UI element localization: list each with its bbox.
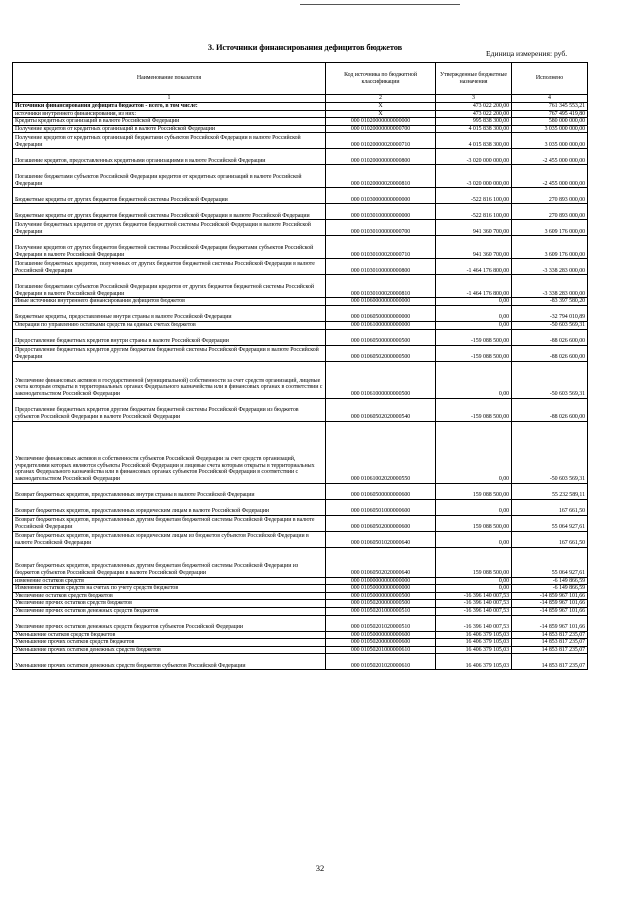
row-source-code: 000 01060502020000540 [326, 398, 436, 421]
row-executed: 55 064 927,61 [512, 515, 588, 531]
table-row [13, 345, 588, 361]
row-name: Уменьшение прочих остатков денежных средств бюджетов субъектов Российской Федерации [13, 654, 326, 670]
table-row [13, 110, 588, 118]
row-name: Предоставление бюджетных кредитов внутри страны в валюте Российской Федерации [13, 329, 326, 345]
row-executed: -6 149 866,59 [512, 585, 588, 593]
row-executed: 167 661,50 [512, 531, 588, 547]
financing-sources-table [12, 62, 588, 670]
table-row [13, 421, 588, 483]
row-approved: -16 396 140 007,53 [436, 615, 512, 631]
row-executed: 767 495 419,80 [512, 110, 588, 118]
row-source-code: 000 01060502000000500 [326, 345, 436, 361]
row-executed: -14 859 967 101,66 [512, 615, 588, 631]
row-executed: 14 853 817 235,07 [512, 631, 588, 639]
row-approved: 159 088 500,00 [436, 515, 512, 531]
table-row [13, 220, 588, 236]
table-row [13, 607, 588, 615]
table-row [13, 236, 588, 259]
header-executed: Исполнено [512, 63, 588, 95]
row-executed: -2 455 000 000,00 [512, 165, 588, 188]
row-approved: 0,00 [436, 298, 512, 306]
row-approved: 0,00 [436, 361, 512, 398]
row-name: Уменьшение прочих остатков средств бюджетов [13, 639, 326, 647]
row-name: изменение остатков средств [13, 577, 326, 585]
row-source-code: 000 01060501020000640 [326, 531, 436, 547]
table-row [13, 615, 588, 631]
row-source-code: 000 01061000000000500 [326, 361, 436, 398]
row-name: Операции по управлению остатками средств на единых счетах бюджетов [13, 321, 326, 329]
row-executed: -2 455 000 000,00 [512, 149, 588, 165]
table-row [13, 149, 588, 165]
row-source-code: 000 01020000020000710 [326, 133, 436, 149]
row-source-code: 000 01060502020000640 [326, 547, 436, 577]
row-approved: 941 360 700,00 [436, 220, 512, 236]
row-name: Бюджетные кредиты от других бюджетов бюджетной системы Российской Федерации в валюте Российской Федерации [13, 204, 326, 220]
row-approved: -159 088 500,00 [436, 329, 512, 345]
column-number: 1 [13, 95, 326, 103]
table-row [13, 165, 588, 188]
row-executed: 14 853 817 235,07 [512, 646, 588, 654]
row-executed: 270 893 000,00 [512, 188, 588, 204]
row-name: Погашение бюджетных кредитов, полученных от других бюджетов бюджетной системы Российской Федерации в валюте Российской Федерации [13, 259, 326, 275]
row-approved: -1 464 176 800,00 [436, 259, 512, 275]
row-source-code: 000 01020000000000000 [326, 118, 436, 126]
row-source-code: 000 01020000000000700 [326, 125, 436, 133]
row-approved: 0,00 [436, 577, 512, 585]
row-source-code: 000 01030100020000810 [326, 275, 436, 298]
row-approved: 0,00 [436, 421, 512, 483]
row-approved: 0,00 [436, 305, 512, 321]
row-approved: -3 020 000 000,00 [436, 165, 512, 188]
row-source-code: 000 01050201000000510 [326, 607, 436, 615]
table-row [13, 259, 588, 275]
row-executed: 14 853 817 235,07 [512, 654, 588, 670]
row-name: Бюджетные кредиты от других бюджетов бюджетной системы Российской Федерации [13, 188, 326, 204]
row-source-code: 000 01050000000000500 [326, 592, 436, 600]
table-row [13, 592, 588, 600]
row-source-code: 000 01020000020000810 [326, 165, 436, 188]
table-row [13, 631, 588, 639]
row-executed: -50 603 569,31 [512, 421, 588, 483]
table-row [13, 600, 588, 608]
table-row [13, 515, 588, 531]
row-source-code: 000 01020000000000800 [326, 149, 436, 165]
row-source-code: 000 01030100020000710 [326, 236, 436, 259]
row-executed: -88 026 600,00 [512, 398, 588, 421]
row-source-code: 000 01061002020000550 [326, 421, 436, 483]
row-executed: 270 893 000,00 [512, 204, 588, 220]
row-name: Увеличение финансовых активов в государственной (муниципальной) собственности за счет средств организаций, лицевые счета которым открыты в территориальных органах Федерального казначейства или в финансовых органах в соответствии с законодательством Российской Федерации [13, 361, 326, 398]
row-source-code: 000 01030100000000700 [326, 220, 436, 236]
row-approved: 995 838 300,00 [436, 118, 512, 126]
table-row [13, 483, 588, 499]
row-source-code: 000 01050201020000610 [326, 654, 436, 670]
row-source-code: 000 01050200000000600 [326, 639, 436, 647]
row-source-code: 000 01000000000000000 [326, 577, 436, 585]
row-executed: -88 026 600,00 [512, 329, 588, 345]
row-approved: 4 015 838 300,00 [436, 125, 512, 133]
row-name: Получение бюджетных кредитов от других бюджетов бюджетной системы Российской Федерации в валюте Российской Федерации [13, 220, 326, 236]
table-row [13, 361, 588, 398]
row-source-code: 000 01060502000000600 [326, 515, 436, 531]
row-approved: 473 022 200,00 [436, 103, 512, 111]
scan-edge-line [300, 4, 460, 5]
table-row [13, 577, 588, 585]
row-approved: 0,00 [436, 531, 512, 547]
page-number: 32 [315, 863, 325, 873]
row-name: Получение кредитов от кредитных организаций в валюте Российской Федерации [13, 125, 326, 133]
row-approved: 0,00 [436, 499, 512, 515]
row-name: Предоставление бюджетных кредитов другим бюджетам бюджетной системы Российской Федерации из бюджетов субъектов Российской Федерации в валюте Российской Федерации [13, 398, 326, 421]
page-title: 3. Источники финансирования дефицитов бюджетов [207, 43, 403, 52]
row-name: Получение кредитов от кредитных организаций бюджетами субъектов Российской Федерации в валюте Российской Федерации [13, 133, 326, 149]
column-number: 2 [326, 95, 436, 103]
row-name: Иные источники внутреннего финансирования дефицитов бюджетов [13, 298, 326, 306]
row-executed: 14 853 817 235,07 [512, 639, 588, 647]
table-row [13, 531, 588, 547]
row-source-code: 000 01061000000000000 [326, 321, 436, 329]
row-approved: -3 020 000 000,00 [436, 149, 512, 165]
row-approved: 941 360 700,00 [436, 236, 512, 259]
table-row [13, 499, 588, 515]
row-source-code: 000 01060501000000600 [326, 499, 436, 515]
table-row [13, 305, 588, 321]
row-source-code: 000 01060500000000500 [326, 329, 436, 345]
row-approved: -1 464 176 800,00 [436, 275, 512, 298]
column-number: 3 [436, 95, 512, 103]
row-executed: 3 609 176 000,00 [512, 220, 588, 236]
row-source-code: 000 01060500000000600 [326, 483, 436, 499]
table-row [13, 298, 588, 306]
row-name: Получение кредитов от других бюджетов бюджетной системы Российской Федерации бюджетами субъектов Российской Федерации в валюте Российской Федерации [13, 236, 326, 259]
row-source-code: 000 01050200000000500 [326, 600, 436, 608]
row-name: Бюджетные кредиты, предоставленные внутри страны в валюте Российской Федерации [13, 305, 326, 321]
row-executed: -32 794 010,89 [512, 305, 588, 321]
table-row [13, 103, 588, 111]
row-approved: 16 406 379 105,03 [436, 646, 512, 654]
table-row [13, 646, 588, 654]
row-name: Возврат бюджетных кредитов, предоставленных внутри страны в валюте Российской Федерации [13, 483, 326, 499]
row-source-code: 000 01030100000000800 [326, 259, 436, 275]
row-source-code: 000 01060000000000000 [326, 298, 436, 306]
row-approved: 0,00 [436, 321, 512, 329]
row-executed: 3 035 000 000,00 [512, 133, 588, 149]
row-approved: -16 396 140 007,53 [436, 607, 512, 615]
table-row [13, 204, 588, 220]
table-row [13, 133, 588, 149]
row-executed: -14 859 967 101,66 [512, 592, 588, 600]
column-number: 4 [512, 95, 588, 103]
row-executed: -3 338 283 000,00 [512, 259, 588, 275]
row-name: Увеличение финансовых активов в собственности субъектов Российской Федерации за счет средств организаций, учредителями которых являются субъекты Российской Федерации и лицевые счета которым открыты в территориальных органах Федерального казначейства или в финансовых органах субъектов Российской Федерации в соответствии с законодательством Российской Федерации [13, 421, 326, 483]
row-source-code: 000 01050000000000000 [326, 585, 436, 593]
row-approved: -16 396 140 007,53 [436, 592, 512, 600]
row-name: Возврат бюджетных кредитов, предоставленных юридическим лицам из бюджетов субъектов Российской Федерации в валюте Российской Федерации [13, 531, 326, 547]
row-executed: -50 603 569,31 [512, 321, 588, 329]
column-numbers-row [13, 95, 588, 103]
row-executed: 3 035 000 000,00 [512, 125, 588, 133]
row-executed: 761 345 553,21 [512, 103, 588, 111]
header-source-code: Код источника по бюджетной классификации [326, 63, 436, 95]
row-source-code: X [326, 110, 436, 118]
table-header-row [13, 63, 588, 95]
row-executed: -50 603 569,31 [512, 361, 588, 398]
row-name: источники внутреннего финансирования, из них: [13, 110, 326, 118]
row-executed: -14 859 967 101,66 [512, 600, 588, 608]
table-row [13, 398, 588, 421]
row-approved: -159 088 500,00 [436, 398, 512, 421]
row-source-code: X [326, 103, 436, 111]
row-approved: 4 015 838 300,00 [436, 133, 512, 149]
row-name: Увеличение прочих остатков денежных средств бюджетов [13, 607, 326, 615]
row-approved: 159 088 500,00 [436, 547, 512, 577]
row-source-code: 000 01050000000000600 [326, 631, 436, 639]
row-name: Возврат бюджетных кредитов, предоставленных другим бюджетам бюджетной системы Российской Федерации из бюджетов субъектов Российской Федерации в валюте Российской Федерации [13, 547, 326, 577]
row-approved: -16 396 140 007,53 [436, 600, 512, 608]
row-executed: 580 000 000,00 [512, 118, 588, 126]
row-executed: 55 232 589,11 [512, 483, 588, 499]
row-name: Изменение остатков средств на счетах по учету средств бюджетов [13, 585, 326, 593]
row-name: Источники финансирования дефицита бюджетов - всего, в том числе: [13, 103, 326, 111]
table-row [13, 118, 588, 126]
row-approved: -522 816 100,00 [436, 188, 512, 204]
row-name: Кредиты кредитных организаций в валюте Российской Федерации [13, 118, 326, 126]
header-indicator-name: Наименование показателя [13, 63, 326, 95]
row-name: Уменьшение остатков средств бюджетов [13, 631, 326, 639]
table-row [13, 639, 588, 647]
row-executed: 3 609 176 000,00 [512, 236, 588, 259]
row-approved: 16 406 379 105,03 [436, 631, 512, 639]
table-row [13, 329, 588, 345]
row-approved: 16 406 379 105,03 [436, 654, 512, 670]
row-approved: -159 088 500,00 [436, 345, 512, 361]
row-executed: -3 338 283 000,00 [512, 275, 588, 298]
row-approved: 0,00 [436, 585, 512, 593]
row-executed: 55 064 927,61 [512, 547, 588, 577]
row-source-code: 000 01030000000000000 [326, 188, 436, 204]
table-row [13, 321, 588, 329]
row-name: Возврат бюджетных кредитов, предоставленных юридическим лицам в валюте Российской Федерации [13, 499, 326, 515]
unit-label: Единица измерения: руб. [486, 49, 568, 58]
row-approved: 159 088 500,00 [436, 483, 512, 499]
row-executed: -14 859 967 101,66 [512, 607, 588, 615]
table-row [13, 654, 588, 670]
table-row [13, 188, 588, 204]
table-row [13, 275, 588, 298]
row-source-code: 000 01050201000000610 [326, 646, 436, 654]
table-row [13, 547, 588, 577]
row-name: Увеличение остатков средств бюджетов [13, 592, 326, 600]
row-executed: 167 661,50 [512, 499, 588, 515]
row-source-code: 000 01030100000000000 [326, 204, 436, 220]
row-name: Погашение бюджетами субъектов Российской Федерации кредитов от кредитных организаций в валюте Российской Федерации [13, 165, 326, 188]
row-name: Увеличение прочих остатков средств бюджетов [13, 600, 326, 608]
table-row [13, 585, 588, 593]
row-executed: -88 026 600,00 [512, 345, 588, 361]
row-approved: 16 406 379 105,03 [436, 639, 512, 647]
header-approved: Утвержденные бюджетные назначения [436, 63, 512, 95]
row-executed: -6 149 866,59 [512, 577, 588, 585]
row-name: Уменьшение прочих остатков денежных средств бюджетов [13, 646, 326, 654]
row-name: Погашение бюджетами субъектов Российской Федерации кредитов от других бюджетов бюджетной системы Российской Федерации в валюте Российской Федерации [13, 275, 326, 298]
row-name: Предоставление бюджетных кредитов другим бюджетам бюджетной системы Российской Федерации в валюте Российской Федерации [13, 345, 326, 361]
row-executed: -83 397 580,20 [512, 298, 588, 306]
row-name: Погашение кредитов, предоставленных кредитными организациями в валюте Российской Федерации [13, 149, 326, 165]
row-name: Увеличение прочих остатков денежных средств бюджетов субъектов Российской Федерации [13, 615, 326, 631]
table-row [13, 125, 588, 133]
row-approved: 473 022 200,00 [436, 110, 512, 118]
row-source-code: 000 01050201020000510 [326, 615, 436, 631]
row-approved: -522 816 100,00 [436, 204, 512, 220]
row-source-code: 000 01060500000000000 [326, 305, 436, 321]
row-name: Возврат бюджетных кредитов, предоставленных другим бюджетам бюджетной системы Российской Федерации в валюте Российской Федерации [13, 515, 326, 531]
